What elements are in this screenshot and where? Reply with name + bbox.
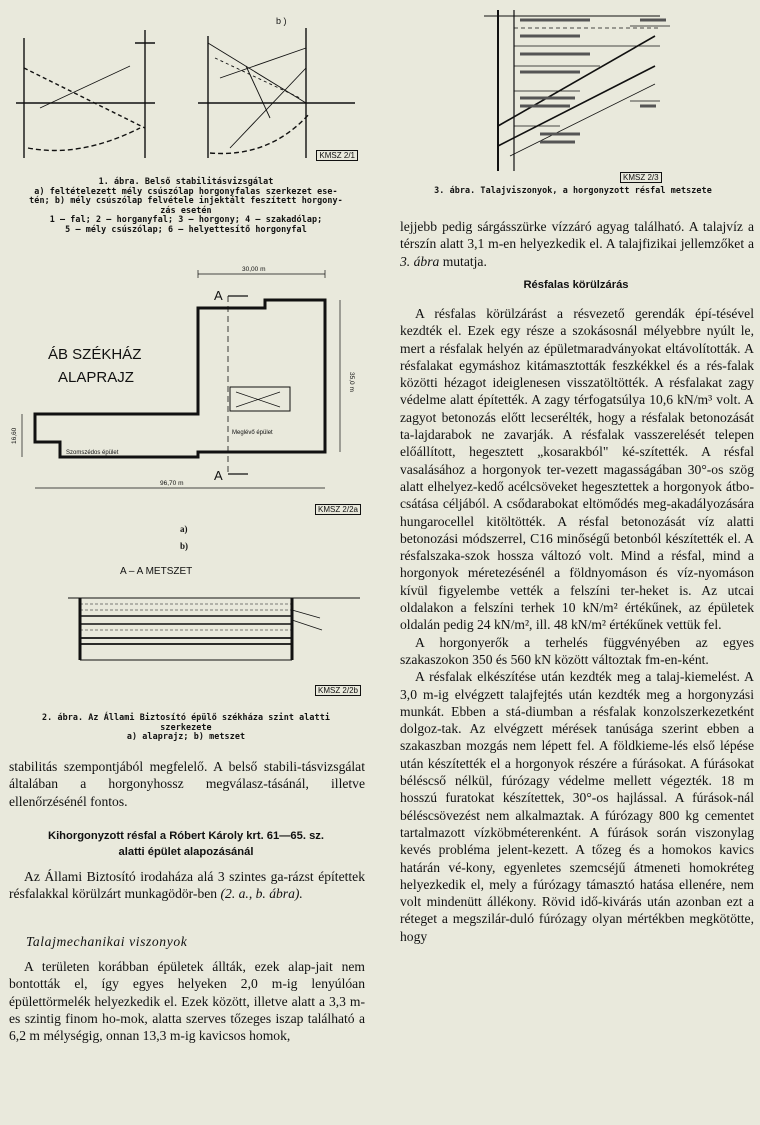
figure-2a-tag: KMSZ 2/2a bbox=[315, 504, 361, 515]
section-title: A – A METSZET bbox=[120, 566, 193, 577]
figure-2a-plan bbox=[10, 262, 365, 520]
left-para-1: stabilitás szempontjából megfelelő. A belső stabili-tásvizsgálat általában a horgonyhossz megválasz-tásánál, illetve ellenőrzésénél fontos. bbox=[9, 759, 365, 809]
figure-3-drawing bbox=[480, 6, 672, 184]
label-existing: Meglévő épület bbox=[232, 430, 273, 436]
label-building: Szomszédos épület bbox=[66, 450, 119, 456]
figure-1-caption: 1. ábra. Belső stabilitásvizsgálat a) feltételezett mély csúszólap horgonyfalas szerkezet ese- tén; b) mély csúszólap felvétele injektált feszített horgony- zás esetén 1 — fal; 2 — horganyfal; 3 — horgony; 4 — szakadólap; 5 — mély csúszólap; 6 — helyettesítő horgonyfal bbox=[29, 176, 343, 234]
right-para-1: lejjebb pedig sárgásszürke vízzáró agyag található. A talajvíz a térszín alatt 3,1 m-en helyezkedik el. A talajfizikai jellemzőket a 3. ábra mutatja. bbox=[400, 219, 754, 269]
left-heading: Kihorgonyzott résfal a Róbert Károly krt. 61—65. sz. alatti épület alapozásánál bbox=[47, 830, 325, 858]
svg-text:b ): b ) bbox=[276, 16, 287, 26]
svg-text:ALAPRAJZ: ALAPRAJZ bbox=[58, 369, 134, 386]
fig1-label-b bbox=[276, 16, 287, 26]
dim-right: 35,0 m bbox=[348, 372, 355, 392]
fig2-plan-title bbox=[48, 346, 141, 386]
dim-bottom: 96,70 m bbox=[160, 480, 184, 487]
left-para-2: Az Állami Biztosító irodaháza alá 3 szintes ga-rázst építettek résfalakkal körülzárt munkagödör-ben (2. a., b. ábra). bbox=[9, 869, 365, 902]
section-marker-top: A bbox=[214, 288, 223, 303]
right-body: A résfalas körülzárást a résvezető gerendák épí-tésével kezdték el. Ezek egy része a szokásosnál mélyebbre nyúlt le, mert a résfalak helyén az épületmaradványokat eltávolították. A résfalakat egymáshoz kitámasztották feszkékkel és a rés-falak közötti hézagot ideiglenesen visszatöltötték. A résfalakat zagy védelme alatt építették. A zagy térfogatsúlya 10,6 kN/m³ volt. A zagyot betonozás előtt lecserélték, hogy a résfalak betonozását ta-lajdarabok ne zavarják. A résfalak vasszerelését telepen előállított, hegesztett „kosarakból" ké-szítették. A résfal vasalásához a horgonyok ter-vezett magasságában 30°-os szög alatt elhelyez-kedő acélcsöveket hegesztettek a horgonyok átbo-csátása céljából. A csődarabokat eltömődés meg-akadályozására hungarocellel kitöltötték. A résfal betonozását víz alatti betonozási módszerrel, C16 minőségű betonból készítették el. A résfalszaka-szok hossza változó volt. Mind a résfal, mind a horgonyok méretezésénél a földnyomáson és víz-nyomáson kívül figyelembe vették a felszíni ter-heket is. Az utcai oldalakon a felszíni terhek 10 kN/m² értékűnek, az épületek oldalán pedig 24 kN/m², ill. 48 kN/m² értékűnek vettük fel. A horgonyerők a terhelés függvényében az egyes szakaszokon 350 és 560 kN között változtak fm-en-ként. A résfalak elkészítése után kezdték meg a talaj-kiemelést. A 3,0 m-ig elvégzett talajfejtés után kezdték meg a horgonyzási munkát. Ebben a stá-diumban a résfalak konzolszerkezetként dolgoz-tak. Az elvégzett mérések tanúsága szerint ebben a szakaszban mozgás nem lépett fel. A földkieme-lés első lépése után készítették el a horgonyok részére a fúrásokat. A fúrásokat béléscső nélkül, fúrózagy védelme mellett végezték. 18 m hosszú furatokat készítettek, 30°-os hajlással. A fúrások-nál béléscsövezést nem alkalmaztak. A fúrózagy 800 kg cementet tartalmazott vízköbméterenként. A fúrások során viszonylag kevés probléma jelent-kezett. A tőzeg és a homokos kavics határán vé-kony, egyenletes szemcséjű átmeneti homokréteg helyezkedik el, mely a fúrózagy támasztó hatása ellenére, nem volt mindenütt állékony. Rövid idő-kivárás után azonban ezt a réteget a megszilár-duló fúrózagy olyan mértékben megkötötte, hogy bbox=[400, 306, 754, 944]
figure-1-drawing bbox=[10, 8, 362, 168]
section-marker-bottom: A bbox=[214, 468, 223, 483]
dim-top: 30,00 m bbox=[242, 266, 266, 273]
figure-3-caption: 3. ábra. Talajviszonyok, a horgonyzott résfal metszete bbox=[434, 185, 712, 195]
svg-text:ÁB SZÉKHÁZ: ÁB SZÉKHÁZ bbox=[48, 346, 142, 363]
left-para-3: A területen korábban épületek állták, ezek alap-jait nem bontották el, így egyes helyeken 2,0 m-ig lenyúlóan épülettörmelék helyezkedik el. Ezek között, illetve alatt a 3,3 m-es szintig finom ho-mok, alatta szerves tőzeges iszap található a 6,2 m mélységig, onnan 13,3 m-ig kavicsos homok, bbox=[9, 959, 365, 1044]
figure-2b-section bbox=[60, 560, 365, 705]
figure-3-tag: KMSZ 2/3 bbox=[620, 172, 662, 183]
figure-2b-tag: KMSZ 2/2b bbox=[315, 685, 361, 696]
right-heading: Résfalas körülzárás bbox=[523, 279, 629, 291]
figure-2-label-b: b) bbox=[180, 541, 189, 551]
left-subheading: Talajmechanikai viszonyok bbox=[26, 934, 188, 949]
dim-left: 16,60 bbox=[11, 427, 18, 444]
figure-2-caption: 2. ábra. Az Állami Biztosító épülő székháza szint alatti szerkezete a) alaprajz; b) metszet bbox=[42, 712, 330, 742]
figure-1-tag: KMSZ 2/1 bbox=[316, 150, 358, 161]
figure-2-label-a: a) bbox=[180, 524, 188, 534]
